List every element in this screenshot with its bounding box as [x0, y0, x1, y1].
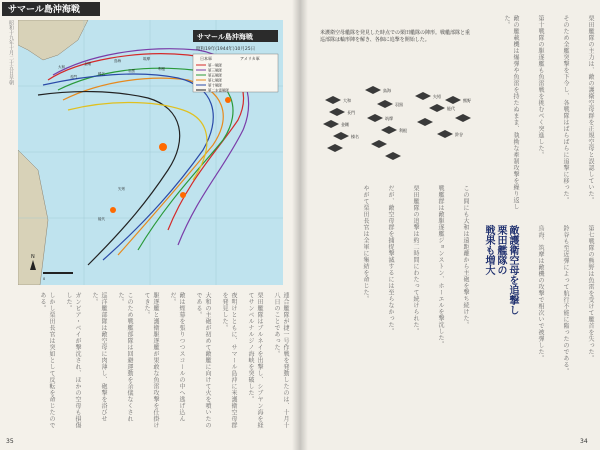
ship-icon [371, 140, 387, 148]
ship-label: 鈴谷 [455, 132, 463, 137]
hit-marker [225, 97, 231, 103]
ship-icon [445, 96, 461, 104]
hit-marker [110, 207, 116, 213]
diagram-caption: 米護衛空母艦隊を発見した時点での栗田艦隊の陣形。戦艦部隊と重巡部隊は輪形陣を解き、各個に追撃を開始した。 [320, 30, 471, 43]
legend-item: 第二水雷戦隊 [208, 88, 229, 93]
legend-header-usa: アメリカ軍 [240, 56, 260, 61]
text-column: このため戦艦部隊は回避運動を余儀なくされた。 [117, 292, 133, 422]
page-number-left: 35 [6, 438, 14, 445]
ship-icon [327, 144, 343, 152]
ship-label: 矢矧 [433, 94, 441, 99]
legend-item: 第七戦隊 [208, 78, 222, 83]
ship-icon [415, 92, 431, 100]
text-column: 戦艦群は敵駆逐艦ジョンストン、ホーエルを撃沈した。 [437, 185, 444, 348]
section-heading [478, 225, 518, 335]
ship-label: 利根 [158, 67, 165, 71]
page-title: サマール島沖海戦 [8, 5, 80, 15]
page-number-right: 34 [580, 438, 588, 445]
hit-marker [180, 192, 186, 198]
ship-label: 熊野 [463, 98, 471, 103]
text-column: この間にも大和は遠距離から主砲を撃ち続けた。 [462, 185, 469, 328]
ship-icon [329, 108, 345, 116]
text-column: 夜明けとともに、サマール島沖に米護衛空母群を発見した。 [221, 292, 237, 429]
ship-label: 鳥海 [383, 88, 391, 93]
ship-icon [365, 86, 381, 94]
text-column: 鈴谷も至近弾によって航行不能に陥ったのである。 [562, 225, 569, 375]
text-column: 大和の主砲が初めて敵艦に向けて火を噴いたのである。 [195, 292, 211, 429]
ship-label: 大和 [58, 65, 65, 69]
ship-label: 長門 [70, 75, 77, 79]
text-column: ガンビア・ベイが撃沈され、ほかの空母も損傷した。 [65, 292, 81, 429]
ship-label: 筑摩 [385, 116, 393, 121]
ship-icon [377, 100, 393, 108]
scale-label: 0 [43, 277, 46, 281]
ship-icon [417, 118, 433, 126]
book-gutter [292, 0, 308, 450]
hit-marker [159, 143, 167, 151]
ship-icon [323, 120, 339, 128]
ship-icon [325, 96, 341, 104]
heading-line: 栗田艦隊の [495, 225, 506, 275]
legend-item: 第十戦隊 [208, 83, 222, 88]
text-column: 連合艦隊が捷一号作戦を発動したのは、十月十八日のことであった。 [273, 292, 289, 429]
ship-icon [385, 152, 401, 160]
battle-map [18, 20, 283, 285]
text-column: 第十戦隊の駆逐艦も魚雷戦を挑むべく突進した。 [537, 15, 544, 158]
ship-label: 利根 [399, 128, 407, 133]
map-title: サマール島沖海戦 [197, 33, 253, 41]
ship-icon [333, 132, 349, 140]
text-column: 栗田艦隊の追撃は約二時間にわたって続けられた。 [412, 185, 419, 335]
ship-icon [367, 114, 383, 122]
ship-label: 羽黒 [395, 102, 403, 107]
text-column: 敵は煙幕を張りつつスコールの中へ逃げ込んだ。 [169, 292, 185, 422]
ship-icon [437, 130, 453, 138]
ship-label: 大和 [343, 98, 351, 103]
ship-label: 能代 [447, 106, 455, 111]
ship-label: 筑摩 [143, 57, 150, 61]
legend-item: 第三戦隊 [208, 68, 222, 73]
ship-label: 羽黒 [128, 69, 135, 73]
ship-icon [455, 114, 471, 122]
ship-label: 矢矧 [118, 187, 125, 191]
text-column: 鳥海、筑摩は敵機の攻撃で相次いで被弾した。 [537, 225, 544, 362]
text-column: 栗田艦隊の主力は、敵の護衛空母群を正規空母と誤認していた。 [587, 15, 594, 204]
ship-label: 榛名 [98, 72, 105, 76]
text-column: 敵の艦載機は爆弾や魚雷を持たぬまま、執拗な牽制攻撃を繰り返した。 [503, 15, 519, 210]
text-column: 第七戦隊の熊野は魚雷を受けて艦首を失った。 [587, 225, 594, 362]
text-column: だが、敵空母群を捕捉撃滅するには至らなかった。 [387, 185, 394, 335]
map-subtitle: 昭和19年(1944年)10月25日 [196, 47, 256, 52]
ship-label: 金剛 [341, 122, 349, 127]
sidebar-caption: 昭和十九年十月二十五日早朝 [8, 20, 14, 85]
legend-item: 第一戦隊 [208, 63, 222, 68]
legend-header-japan: 日本軍 [200, 56, 212, 61]
ship-label: 能代 [98, 217, 105, 221]
text-column: しかし栗田長官は突如として反転を命じたのである。 [39, 292, 55, 429]
compass-label: N [31, 254, 35, 260]
text-column: 栗田艦隊はブルネイを出撃し、シブヤン海を経てサンベルナルジノ海峡を突破した。 [247, 292, 263, 429]
ship-icon [429, 104, 445, 112]
legend-item: 第五戦隊 [208, 73, 222, 78]
fleet-formation-diagram [305, 60, 485, 175]
ship-icon [381, 126, 397, 134]
text-column: そのため全艦突撃を下令し、各戦隊はばらばらに追撃に移った。 [562, 15, 569, 204]
ship-label: 金剛 [84, 62, 91, 66]
ship-label: 榛名 [351, 134, 359, 139]
text-column: 駆逐艦と護衛駆逐艦が果敢な魚雷攻撃を仕掛けてきた。 [143, 292, 159, 429]
heading-line: 敵護衛空母を追撃し [507, 225, 518, 315]
text-column: やがて栗田長官は全軍に集結を命じた。 [362, 185, 369, 302]
text-column: 巡洋艦部隊は敵空母に肉薄し、砲撃を浴びせた。 [91, 292, 107, 422]
ship-group-center [365, 86, 401, 160]
heading-line: 戦果も増大 [483, 225, 494, 275]
diagram-labels [341, 87, 471, 139]
ship-label: 長門 [347, 110, 355, 115]
page-title-banner [2, 2, 100, 16]
ship-label: 鳥海 [114, 59, 121, 63]
